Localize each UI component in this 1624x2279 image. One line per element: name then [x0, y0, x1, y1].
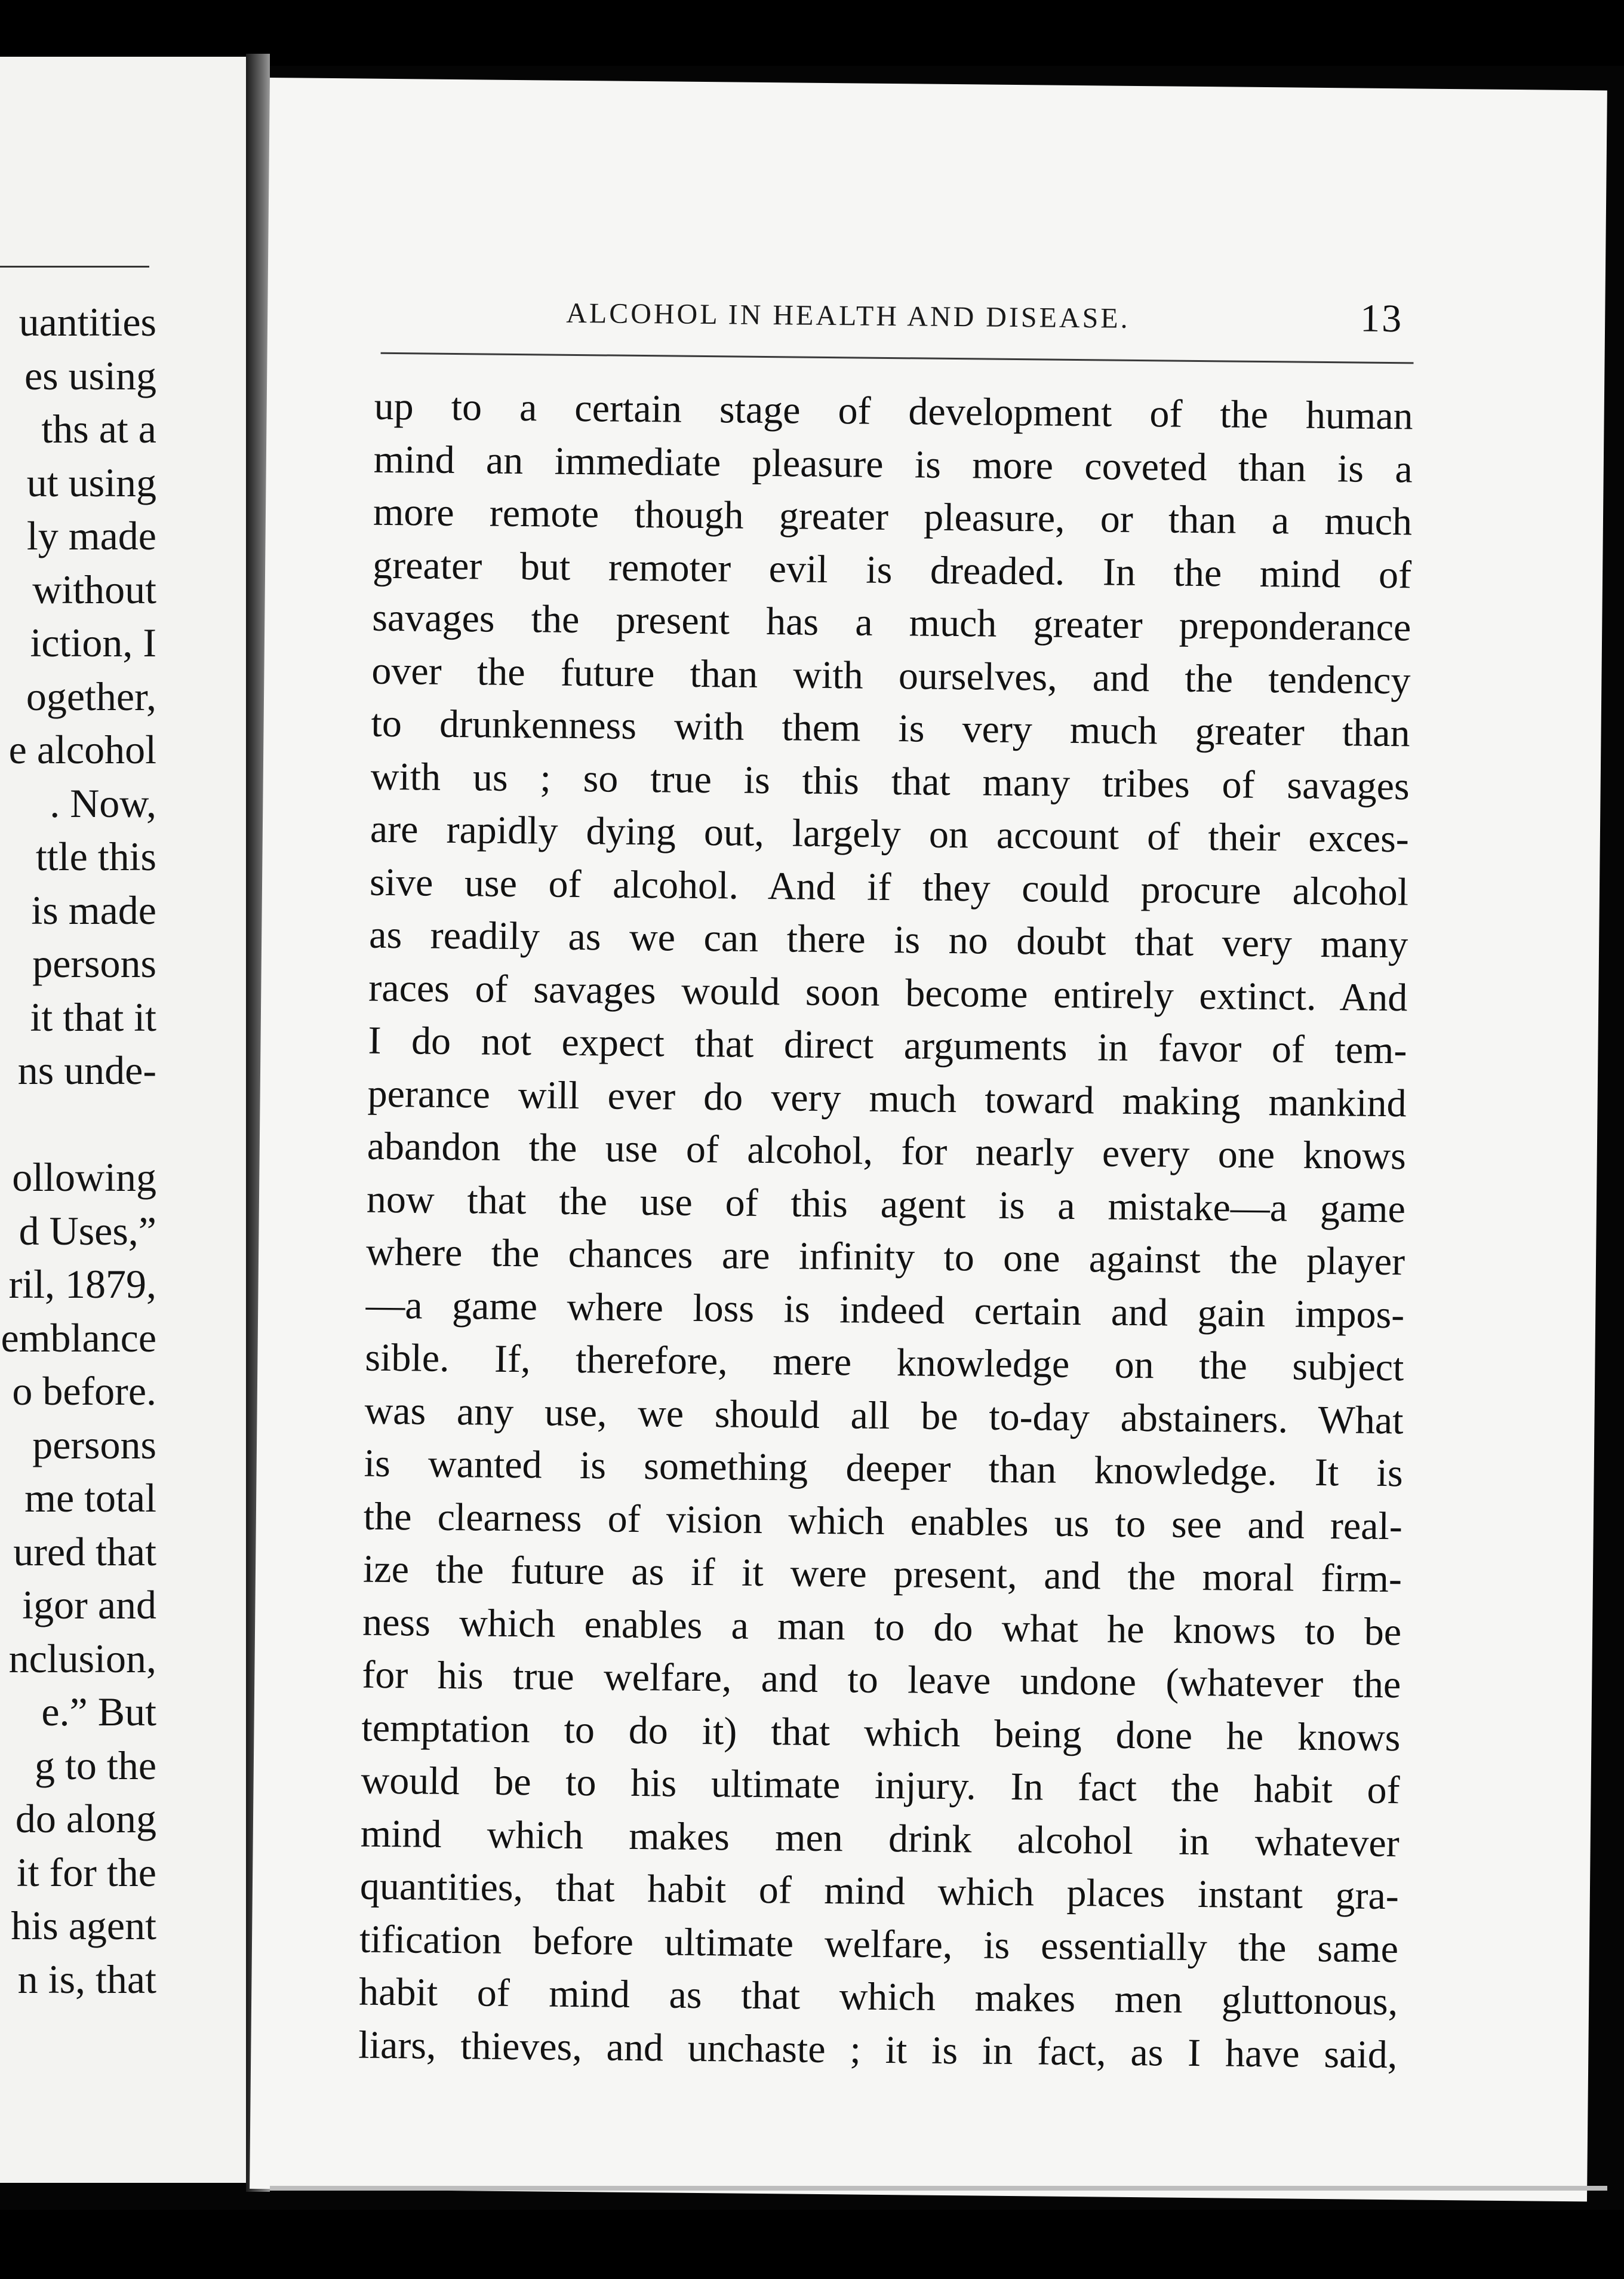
left-line: emblance — [1, 1314, 156, 1360]
left-line: uantities — [19, 299, 156, 345]
page-number: 13 — [1360, 296, 1404, 341]
left-line: iction, I — [30, 620, 156, 665]
body-line: I do not expect that direct arguments in favor of tem- — [368, 1018, 1407, 1073]
body-line: as readily as we can there is no doubt that very many — [368, 913, 1408, 967]
body-line: is wanted is something deeper than knowledge. It is — [364, 1441, 1404, 1495]
body-line: tification before ultimate welfare, is essentially the same — [359, 1917, 1399, 1971]
left-page — [0, 57, 246, 2183]
left-line: ured that — [13, 1528, 156, 1574]
left-line: ly made — [26, 513, 156, 558]
left-line: ogether, — [26, 673, 156, 719]
body-line: races of savages would soon become entirely extinct. And — [368, 966, 1408, 1019]
body-line: over the future than with ourselves, and the tendency — [371, 649, 1411, 702]
body-line: quantities, that habit of mind which places instant gra- — [359, 1864, 1400, 1918]
body-line: temptation to do it) that which being done he knows — [361, 1706, 1401, 1759]
left-line: n is, that — [17, 1956, 156, 2002]
left-line: igor and — [22, 1582, 156, 1627]
body-line: sive use of alcohol. And if they could procure alcohol — [369, 860, 1409, 914]
left-line: ril, 1879, — [8, 1261, 156, 1307]
body-line: liars, thieves, and unchaste ; it is in fact, as I have said, — [358, 2023, 1398, 2077]
left-line: ollowing — [12, 1154, 156, 1200]
left-line: without — [32, 566, 156, 612]
left-line: . Now, — [50, 780, 156, 826]
body-line: ness which enables a man to do what he knows to be — [362, 1600, 1402, 1654]
body-line: more remote though greater pleasure, or than a much — [373, 490, 1413, 544]
body-line: habit of mind as that which makes men gluttonous, — [358, 1970, 1398, 2024]
left-line: is made — [31, 887, 156, 933]
header-rule — [381, 352, 1414, 364]
body-line: mind which makes men drink alcohol in whatever — [360, 1811, 1400, 1865]
scan-border-bottom — [0, 2210, 1624, 2279]
left-line: it that it — [30, 994, 156, 1040]
left-line: ut using — [26, 459, 156, 505]
body-line: would be to his ultimate injury. In fact the habit of — [361, 1758, 1400, 1813]
left-line: e.” But — [41, 1689, 156, 1734]
body-line: —a game where loss is indeed certain and gain impos- — [365, 1283, 1405, 1337]
body-line: are rapidly dying out, largely on account of their exces- — [370, 807, 1410, 861]
scan-border-top — [0, 0, 1624, 66]
body-line: perance will ever do very much toward making mankind — [367, 1071, 1407, 1125]
body-line: sible. If, therefore, mere knowledge on the subject — [365, 1335, 1404, 1390]
page-bottom-edge — [270, 2186, 1607, 2191]
left-line: e alcohol — [8, 727, 156, 772]
left-line: persons — [32, 1421, 156, 1467]
left-line: o before. — [12, 1368, 156, 1414]
body-line: greater but remoter evil is dreaded. In the mind of — [372, 543, 1412, 597]
body-line: to drunkenness with them is very much greater than — [371, 701, 1410, 755]
left-line: persons — [32, 941, 156, 986]
left-line: g to the — [35, 1742, 156, 1788]
body-line: now that the use of this agent is a mistake—a game — [366, 1177, 1406, 1231]
body-line: abandon the use of alcohol, for nearly every one knows — [367, 1124, 1407, 1178]
left-line: me total — [24, 1475, 156, 1521]
left-page-rule — [0, 266, 149, 268]
body-line: savages the present has a much greater preponderance — [371, 595, 1411, 650]
left-line: it for the — [16, 1849, 156, 1895]
running-head: ALCOHOL IN HEALTH AND DISEASE. — [565, 297, 1130, 334]
left-line: ns unde- — [17, 1048, 156, 1093]
left-line — [0, 1098, 156, 1151]
body-line: the clearness of vision which enables us to see and real- — [363, 1494, 1403, 1548]
body-line: ize the future as if it were present, and the moral firm- — [362, 1547, 1402, 1601]
body-line: for his true welfare, and to leave undone (whatever the — [361, 1653, 1401, 1707]
left-line: ths at a — [41, 406, 156, 452]
body-line: was any use, we should all be to-day abstainers. What — [364, 1389, 1404, 1442]
body-line: where the chances are infinity to one against the player — [365, 1230, 1405, 1284]
left-page-text — [0, 296, 156, 2006]
body-line: mind an immediate pleasure is more coveted than is a — [373, 437, 1413, 491]
body-line: with us ; so true is this that many tribes of savages — [370, 754, 1410, 808]
left-line: ttle this — [35, 834, 156, 879]
left-line: do along — [15, 1796, 156, 1841]
body-line: up to a certain stage of development of the human — [374, 384, 1413, 438]
left-line: d Uses,” — [19, 1208, 156, 1254]
left-line: his agent — [11, 1903, 156, 1948]
body-text — [358, 380, 1413, 2082]
left-line: es using — [24, 352, 156, 398]
right-page — [250, 78, 1607, 2201]
left-line: nclusion, — [8, 1635, 156, 1681]
